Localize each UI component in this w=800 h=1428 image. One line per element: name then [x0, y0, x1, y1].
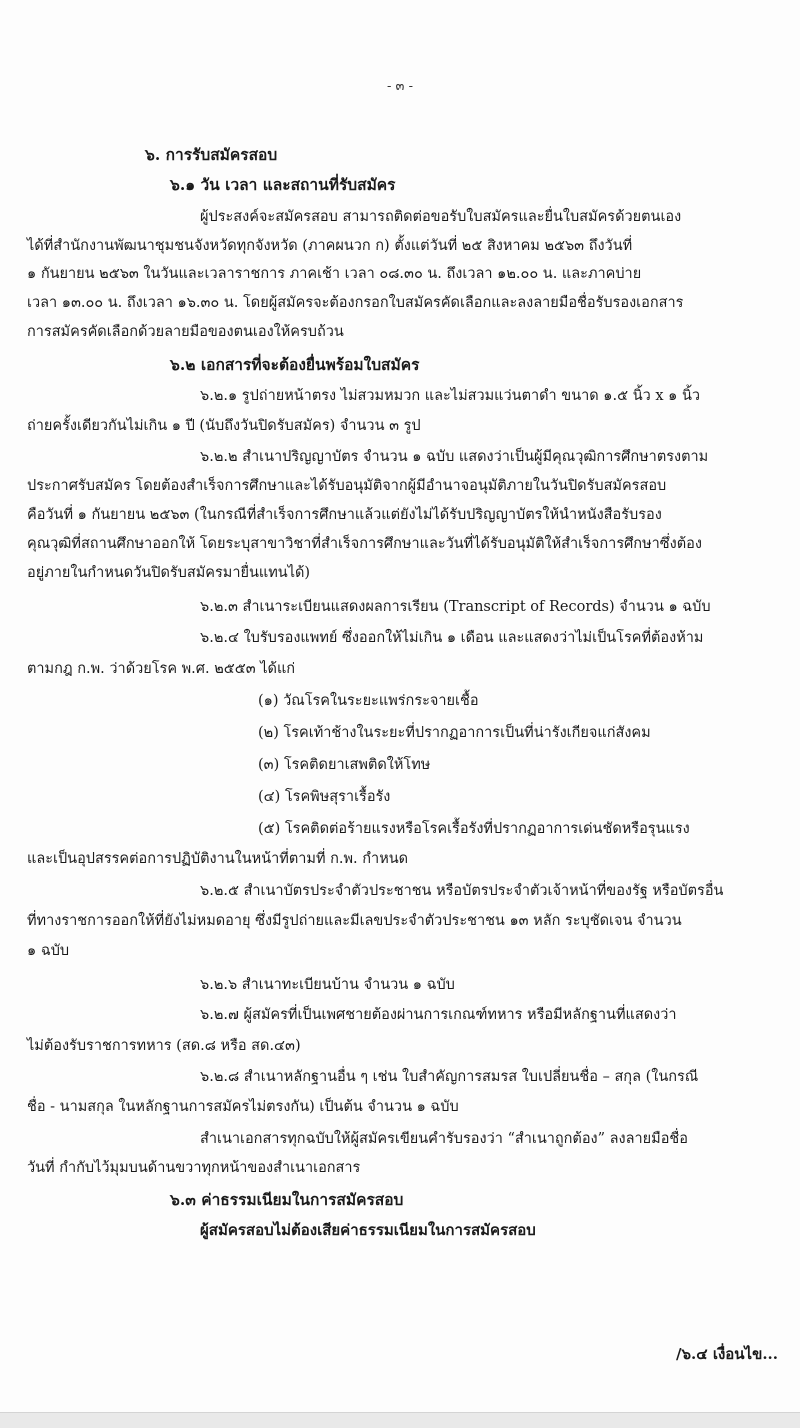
item-6-2-8-cont: ชื่อ - นามสกุล ในหลักฐานการสมัครไม่ตรงกัน) เป็นต้น จำนวน ๑ ฉบับ	[27, 1099, 459, 1115]
item-6-2-3: ๖.๒.๓ สำเนาระเบียนแสดงผลการเรียน (Transcript of Records) จำนวน ๑ ฉบับ	[200, 599, 711, 615]
item-6-2-2-cont: อยู่ภายในกำหนดวันปิดรับสมัครมายื่นแทนได้)	[27, 565, 311, 581]
section-6-3-title: ๖.๓ ค่าธรรมเนียมในการสมัครสอบ	[170, 1190, 404, 1209]
item-6-2-5-cont: ๑ ฉบับ	[27, 943, 70, 959]
paragraph-line: ผู้ประสงค์จะสมัครสอบ สามารถติดต่อขอรับใบสมัครและยื่นใบสมัครด้วยตนเอง	[200, 209, 682, 225]
continuation-note: /๖.๔ เงื่อนไข...	[676, 1345, 778, 1363]
page-bottom-edge	[0, 1412, 800, 1428]
disease-item-cont: และเป็นอุปสรรคต่อการปฏิบัติงานในหน้าที่ตามที่ ก.พ. กำหนด	[27, 851, 409, 867]
item-6-2-4: ๖.๒.๔ ใบรับรองแพทย์ ซึ่งออกให้ไม่เกิน ๑ เดือน และแสดงว่าไม่เป็นโรคที่ต้องห้าม	[200, 630, 704, 646]
item-6-2-1: ๖.๒.๑ รูปถ่ายหน้าตรง ไม่สวมหมวก และไม่สวมแว่นตาดำ ขนาด ๑.๕ นิ้ว x ๑ นิ้ว	[200, 388, 701, 404]
disease-item: (๒) โรคเท้าช้างในระยะที่ปรากฏอาการเป็นที่น่ารังเกียจแก่สังคม	[258, 725, 651, 741]
item-6-2-7: ๖.๒.๗ ผู้สมัครที่เป็นเพศชายต้องผ่านการเกณฑ์ทหาร หรือมีหลักฐานที่แสดงว่า	[200, 1007, 677, 1023]
section-6-1-title: ๖.๑ วัน เวลา และสถานที่รับสมัคร	[170, 175, 396, 194]
paragraph-line: เวลา ๑๓.๐๐ น. ถึงเวลา ๑๖.๓๐ น. โดยผู้สมัครจะต้องกรอกใบสมัครคัดเลือกและลงลายมือชื่อรับรองเอกสาร	[27, 295, 684, 311]
item-6-2-5-cont: ที่ทางราชการออกให้ที่ยังไม่หมดอายุ ซึ่งมีรูปถ่ายและมีเลขประจำตัวประชาชน ๑๓ หลัก ระบุชัดเจน จำนวน	[27, 913, 682, 929]
paragraph-line: ได้ที่สำนักงานพัฒนาชุมชนจังหวัดทุกจังหวัด (ภาคผนวก ก) ตั้งแต่วันที่ ๒๕ สิงหาคม ๒๕๖๓ ถึงวันที่	[27, 238, 633, 254]
section-6-title: ๖. การรับสมัครสอบ	[145, 145, 278, 164]
page-number: - ๓ -	[387, 79, 413, 94]
item-6-2-2: ๖.๒.๒ สำเนาปริญญาบัตร จำนวน ๑ ฉบับ แสดงว่าเป็นผู้มีคุณวุฒิการศึกษาตรงตาม	[200, 449, 709, 465]
paragraph-line: การสมัครคัดเลือกด้วยลายมือของตนเองให้ครบถ้วน	[27, 324, 344, 340]
disease-item: (๔) โรคพิษสุราเรื้อรัง	[258, 789, 391, 805]
item-6-2-1-cont: ถ่ายครั้งเดียวกันไม่เกิน ๑ ปี (นับถึงวันปิดรับสมัคร) จำนวน ๓ รูป	[27, 418, 421, 434]
disease-item: (๓) โรคติดยาเสพติดให้โทษ	[258, 757, 431, 773]
section-6-2-title: ๖.๒ เอกสารที่จะต้องยื่นพร้อมใบสมัคร	[170, 355, 420, 374]
item-6-2-7-cont: ไม่ต้องรับราชการทหาร (สด.๘ หรือ สด.๔๓)	[27, 1038, 301, 1054]
certify-line: วันที่ กำกับไว้มุมบนด้านขวาทุกหน้าของสำเนาเอกสาร	[27, 1160, 361, 1176]
paragraph-line: ๑ กันยายน ๒๕๖๓ ในวันและเวลาราชการ ภาคเช้า เวลา ๐๘.๓๐ น. ถึงเวลา ๑๒.๐๐ น. และภาคบ่าย	[27, 266, 642, 282]
item-6-2-6: ๖.๒.๖ สำเนาทะเบียนบ้าน จำนวน ๑ ฉบับ	[200, 977, 455, 993]
disease-item: (๕) โรคติดต่อร้ายแรงหรือโรคเรื้อรังที่ปรากฏอาการเด่นชัดหรือรุนแรง	[258, 821, 690, 837]
item-6-2-4-cont: ตามกฎ ก.พ. ว่าด้วยโรค พ.ศ. ๒๕๕๓ ได้แก่	[27, 661, 296, 677]
certify-line: สำเนาเอกสารทุกฉบับให้ผู้สมัครเขียนคำรับรองว่า “สำเนาถูกต้อง” ลงลายมือชื่อ	[200, 1131, 688, 1147]
item-6-2-2-cont: คือวันที่ ๑ กันยายน ๒๕๖๓ (ในกรณีที่สำเร็จการศึกษาแล้วแต่ยังไม่ได้รับปริญญาบัตรให้นำหนังสือรับรอง	[27, 507, 662, 523]
item-6-2-8: ๖.๒.๘ สำเนาหลักฐานอื่น ๆ เช่น ใบสำคัญการสมรส ใบเปลี่ยนชื่อ – สกุล (ในกรณี	[200, 1069, 699, 1085]
item-6-2-2-cont: ประกาศรับสมัคร โดยต้องสำเร็จการศึกษาและได้รับอนุมัติจากผู้มีอำนาจอนุมัติภายในวันปิดรับสมัครสอบ	[27, 478, 667, 494]
item-6-2-2-cont: คุณวุฒิที่สถานศึกษาออกให้ โดยระบุสาขาวิชาที่สำเร็จการศึกษาและวันที่ได้รับอนุมัติให้สำเร็จการศึกษาซึ่งต้อง	[27, 536, 702, 552]
item-6-2-5: ๖.๒.๕ สำเนาบัตรประจำตัวประชาชน หรือบัตรประจำตัวเจ้าหน้าที่ของรัฐ หรือบัตรอื่น	[200, 883, 724, 899]
disease-item: (๑) วัณโรคในระยะแพร่กระจายเชื้อ	[258, 693, 479, 709]
fee-statement: ผู้สมัครสอบไม่ต้องเสียค่าธรรมเนียมในการสมัครสอบ	[200, 1221, 536, 1239]
